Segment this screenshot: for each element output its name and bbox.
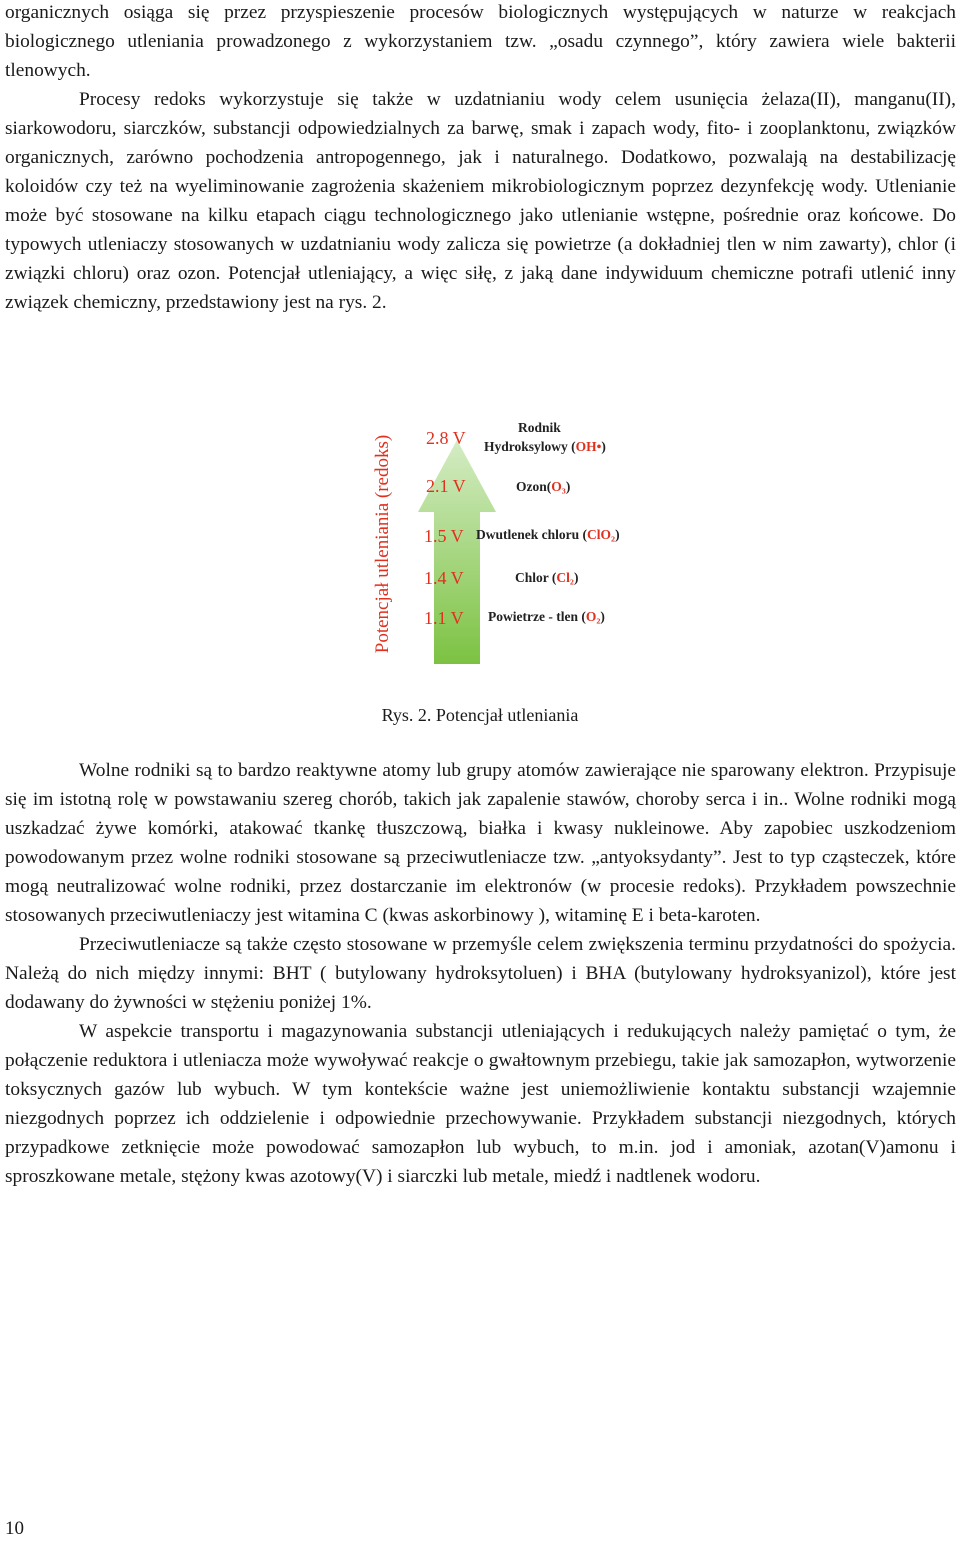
oxidation-potential-figure [360,412,650,672]
oxidant-formula: ClO₂ [587,527,616,542]
oxidation-potential-diagram [360,412,650,672]
oxidant-label [515,570,578,585]
oxidant-name: Chlor ( [515,570,557,585]
figure-caption: Rys. 2. Potencjał utleniania [381,705,579,725]
voltage-label: 1.5 V [424,526,464,546]
paragraph: Przeciwutleniacze są także często stosowane w przemyśle celem zwiększenia terminu przydatności do spożycia. Należą do nich między innymi: BHT ( butylowany hydroksytoluen) i BHA (butylowany hydroksyanizol), które jest dodawany do żywności w stężeniu poniżej 1%. [5,934,956,1013]
oxidant-label [518,420,561,435]
oxidant-formula: O₃ [551,479,566,494]
oxidant-name: Ozon( [516,479,552,494]
oxidant-name: Powietrze - tlen ( [488,609,586,624]
page-number: 10 [5,1518,24,1539]
voltage-label: 1.1 V [424,608,464,628]
oxidant-name: Rodnik [518,420,561,435]
voltage-label: 1.4 V [424,568,464,588]
paragraph: W aspekcie transportu i magazynowania substancji utleniających i redukujących należy pamiętać o tym, że połączenie reduktora i utleniacza może wywoływać reakcje o gwałtownym przebiegu, takie jak samozapłon, wytworzenie toksycznych gazów lub wybuch. W tym kontekście ważne jest uniemożliwienie kontaktu substancji wzajemnie niezgodnych poprzez ich oddzielenie i odpowiednie przechowywanie. Przykładem substancji niezgodnych, których przypadkowe zetknięcie może powodować samozapłon lub wybuch, to m.in. jod i amoniak, azotan(V)amonu i sproszkowane metale, stężony kwas azotowy(V) i siarczki lub metale, miedź i nadtlenek wodoru. [5,1021,956,1187]
oxidant-formula: OH• [575,439,602,454]
oxidant-close: ) [573,570,579,585]
axis-label: Potencjał utleniania (redoks) [372,434,393,654]
oxidant-label [488,609,605,624]
voltage-label: 2.1 V [426,476,466,496]
oxidant-close: ) [565,479,571,494]
oxidant-close: ) [615,527,620,542]
voltage-label: 2.8 V [426,428,466,448]
paragraph: organicznych osiąga się przez przyspieszenie procesów biologicznych występujących w naturze w reakcjach biologicznego utleniania prowadzonego z wykorzystaniem tzw. „osadu czynnego”, który zawiera wiele bakterii tlenowych. [5,2,956,81]
oxidant-close: ) [600,609,605,624]
paragraph: Wolne rodniki są to bardzo reaktywne atomy lub grupy atomów zawierające nie sparowany elektron. Przypisuje się im istotną rolę w powstawaniu szereg chorób, takich jak zapalenie stawów, choroby serca i in.. Wolne rodniki mogą uszkadzać żywe komórki, atakować tkankę tłuszczową, białka i kwasy nukleinowe. Aby zapobiec uszkodzeniom powodowanym przez wolne rodniki stosowane są przeciwutleniacze tzw. „antyoksydanty”. Jest to typ cząsteczek, które mogą neutralizować wolne rodniki, przez dostarczanie im elektronów (w procesie redoks). Przykładem powszechnie stosowanych przeciwutleniaczy jest witamina C (kwas askorbinowy ), witaminę E i beta-karoten. [5,760,956,926]
body-text-bottom [5,756,956,1191]
oxidant-label [484,439,606,454]
potential-arrow [418,440,496,664]
body-text-top [5,0,956,317]
paragraph: Procesy redoks wykorzystuje się także w uzdatnianiu wody celem usunięcia żelaza(II), manganu(II), siarkowodoru, siarczków, substancji odpowiedzialnych za barwę, smak i zapach wody, fito- i zooplanktonu, związków organicznych, zarówno pochodzenia antropogennego, jak i naturalnego. Dodatkowo, pozwalają na destabilizację koloidów czy też na wyeliminowanie zagrożenia skażeniem mikrobiologicznym poprzez dezynfekcję wody. Utlenianie może być stosowane na kilku etapach ciągu technologicznego jako utlenianie wstępne, pośrednie oraz końcowe. Do typowych utleniaczy stosowanych w uzdatnianiu wody zalicza się powietrze (a dokładniej tlen w nim zawarty), chlor (i związki chloru) oraz ozon. Potencjał utleniający, a więc siłę, z jaką dane indywiduum chemiczne potrafi utlenić inny związek chemiczny, przedstawiony jest na rys. 2. [5,89,956,313]
oxidant-formula: O₂ [585,609,601,624]
oxidant-label [476,527,620,542]
oxidant-close: ) [601,439,606,454]
oxidant-formula: Cl₂ [556,570,574,585]
oxidant-name: Hydroksylowy ( [484,439,576,454]
oxidant-label [516,479,570,494]
oxidant-name: Dwutlenek chloru ( [476,527,587,542]
